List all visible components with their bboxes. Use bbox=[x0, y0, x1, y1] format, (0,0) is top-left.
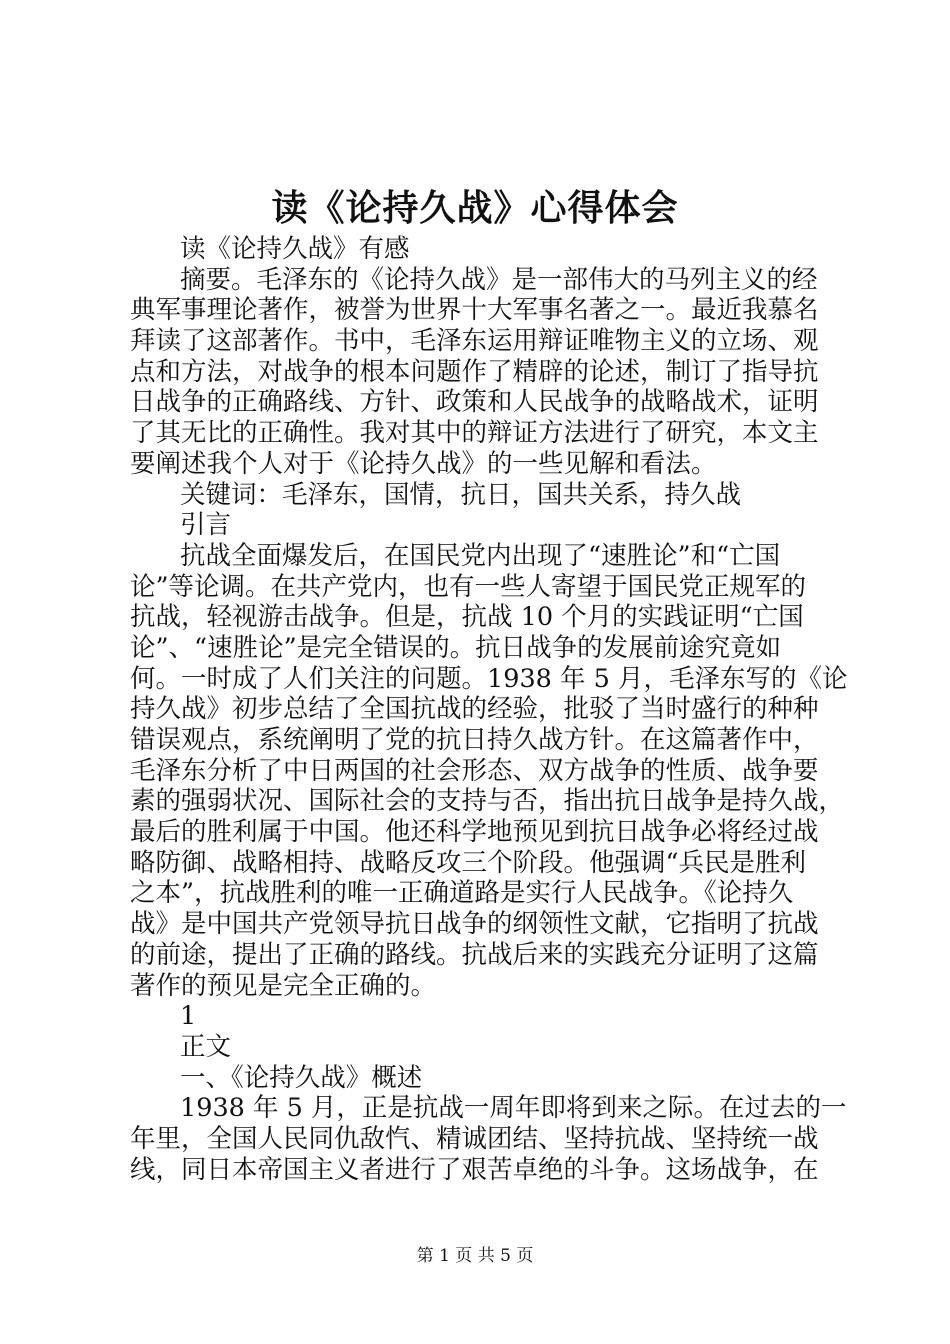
text-line: 论”、“速胜论”是完全错误的。抗日战争的发展前途究竟如 bbox=[130, 632, 782, 663]
text-line: 素的强弱状况、国际社会的支持与否，指出抗日战争是持久战， bbox=[130, 786, 845, 817]
text-line: 了其无比的正确性。我对其中的辩证方法进行了研究，本文主 bbox=[130, 418, 819, 449]
text-line: 1938 年 5 月，正是抗战一周年即将到来之际。在过去的一 bbox=[180, 1093, 847, 1124]
text-line: 著作的预见是完全正确的。 bbox=[130, 970, 437, 1001]
text-line: 何。一时成了人们关注的问题。1938 年 5 月，毛泽东写的《论 bbox=[130, 663, 848, 694]
text-line: 抗战，轻视游击战争。但是，抗战 10 个月的实践证明“亡国 bbox=[130, 602, 804, 633]
text-line: 典军事理论著作，被誉为世界十大军事名著之一。最近我慕名 bbox=[130, 295, 819, 326]
text-line: 拜读了这部著作。书中，毛泽东运用辩证唯物主义的立场、观 bbox=[130, 326, 819, 357]
document-body bbox=[130, 234, 848, 1185]
text-line: 持久战》初步总结了全国抗战的经验，批驳了当时盛行的种种 bbox=[130, 694, 819, 725]
text-line: 略防御、战略相持、战略反攻三个阶段。他强调“兵民是胜利 bbox=[130, 847, 807, 878]
text-line: 的前途，提出了正确的路线。抗战后来的实践充分证明了这篇 bbox=[130, 939, 819, 970]
text-line: 战》是中国共产党领导抗日战争的纲领性文献，它指明了抗战 bbox=[130, 909, 819, 940]
text-line: 一、《论持久战》概述 bbox=[180, 1062, 423, 1093]
page-footer: 第 1 页 共 5 页 bbox=[416, 1246, 534, 1266]
text-line: 点和方法，对战争的根本问题作了精辟的论述，制订了指导抗 bbox=[130, 356, 819, 387]
text-line: 正文 bbox=[180, 1031, 232, 1062]
document-title: 读《论持久战》心得体会 bbox=[271, 187, 679, 229]
text-line: 之本”，抗战胜利的唯一正确道路是实行人民战争。《论持久 bbox=[130, 878, 794, 909]
text-line: 日战争的正确路线、方针、政策和人民战争的战略战术，证明 bbox=[130, 387, 819, 418]
text-line: 论”等论调。在共产党内，也有一些人寄望于国民党正规军的 bbox=[130, 571, 807, 602]
text-line: 年里，全国人民同仇敌忾、精诚团结、坚持抗战、坚持统一战 bbox=[130, 1123, 819, 1154]
text-line: 摘要。毛泽东的《论持久战》是一部伟大的马列主义的经 bbox=[180, 264, 818, 295]
text-line: 读《论持久战》有感 bbox=[180, 234, 410, 264]
text-line: 1 bbox=[180, 1001, 197, 1032]
text-line: 线，同日本帝国主义者进行了艰苦卓绝的斗争。这场战争，在 bbox=[130, 1154, 819, 1185]
text-line: 最后的胜利属于中国。他还科学地预见到抗日战争必将经过战 bbox=[130, 817, 819, 848]
text-line: 抗战全面爆发后，在国民党内出现了“速胜论”和“亡国 bbox=[180, 540, 781, 571]
text-line: 引言 bbox=[180, 510, 232, 541]
text-line: 要阐述我个人对于《论持久战》的一些见解和看法。 bbox=[130, 448, 717, 479]
text-line: 毛泽东分析了中日两国的社会形态、双方战争的性质、战争要 bbox=[130, 755, 819, 786]
text-line: 关键词：毛泽东，国情，抗日，国共关系，持久战 bbox=[180, 479, 742, 510]
text-line: 错误观点，系统阐明了党的抗日持久战方针。在这篇著作中， bbox=[130, 725, 819, 755]
